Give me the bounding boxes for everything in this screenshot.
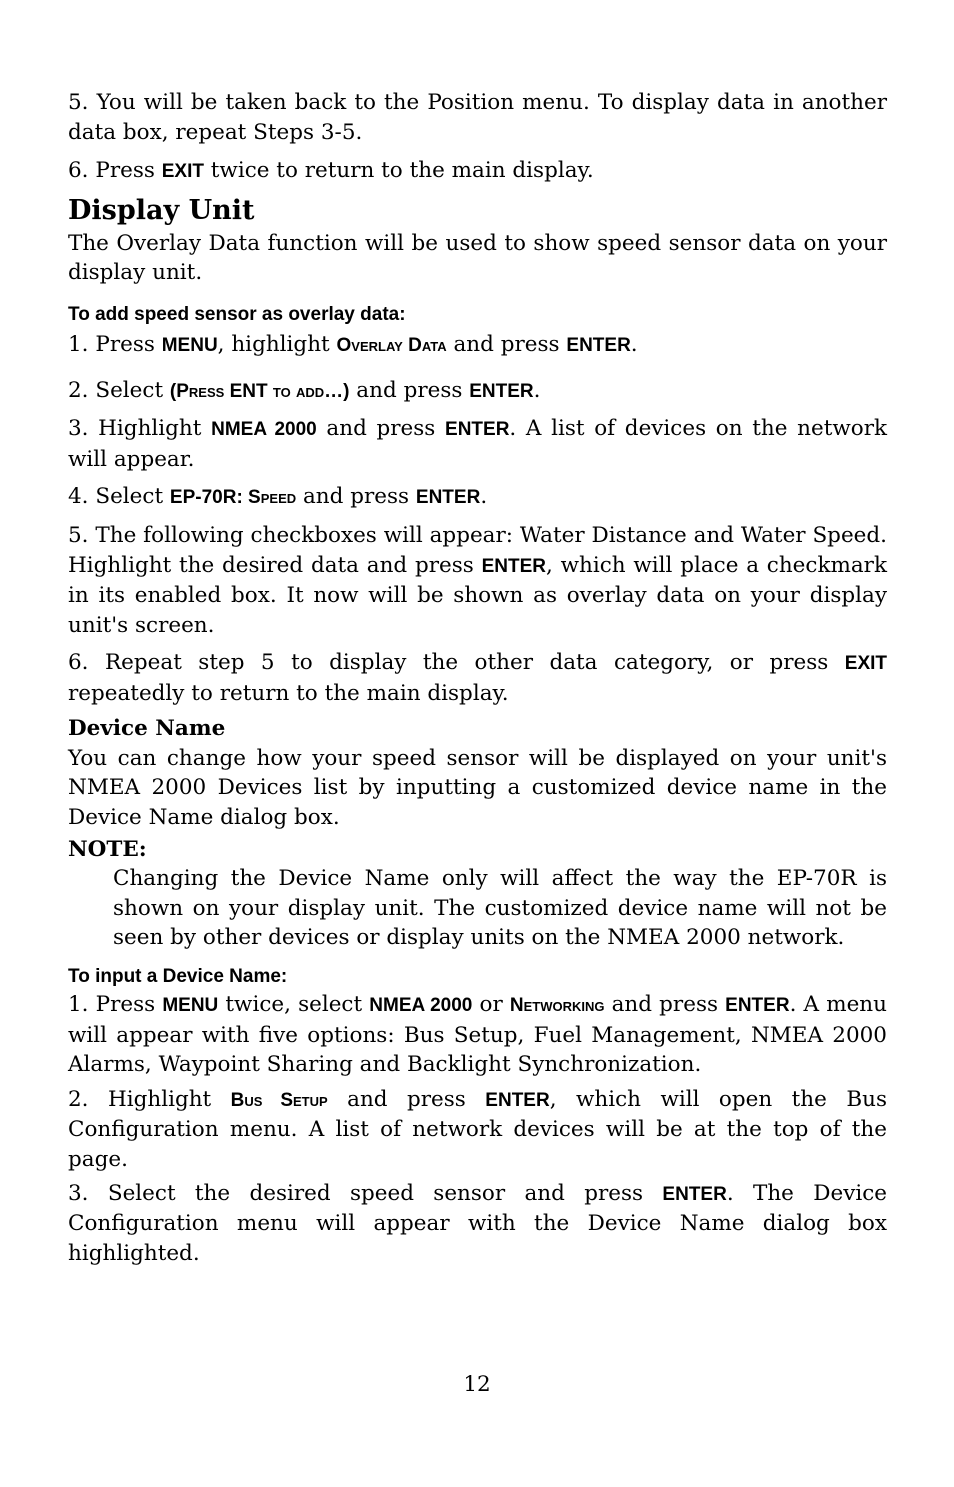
note-block (68, 864, 887, 953)
device-name-heading: Device Name (68, 715, 226, 741)
exit-key: EXIT (844, 653, 887, 675)
menu-key: MENU (162, 995, 219, 1017)
device-name-intro: You can change how your speed sensor will be displayed on your unit's NMEA 2000 Devices list by inputting a customized device name in the Device Name dialog box. (68, 745, 887, 830)
step-6-paragraph: 6. Press EXIT twice to return to the main display. (68, 158, 594, 184)
overlay-step-4: 4. Select EP-70R: Speed and press ENTER. (68, 484, 488, 510)
enter-key: ENTER (566, 334, 631, 356)
overlay-step-2: 2. Select (Press ENT to add…) and press ENTER. (68, 377, 541, 403)
enter-key: ENTER (469, 380, 534, 402)
ep70r-speed-key: EP-70R: Speed (169, 487, 297, 509)
page-number: 12 (463, 1372, 491, 1397)
networking-key: Networking (509, 995, 605, 1017)
overlay-step-1: 1. Press MENU, highlight Overlay Data and press ENTER. (68, 331, 638, 357)
overlay-data-key: Overlay Data (336, 334, 447, 356)
nmea-2000-key: NMEA 2000 (211, 419, 317, 441)
input-device-name-subheading: To input a Device Name: (68, 966, 288, 988)
enter-key: ENTER (481, 555, 546, 577)
menu-key: MENU (161, 334, 218, 356)
overlay-step-6: 6. Repeat step 5 to display the other data category, or press EXIT repeatedly to return to the main display. (68, 650, 887, 706)
overlay-step-5: 5. The following checkboxes will appear: Water Distance and Water Speed. Highlight the desired data and press ENTER, which will place a checkmark in its enabled box. It now will be shown as overlay data on your display unit's screen. (68, 522, 887, 638)
enter-key: ENTER (415, 487, 481, 509)
overlay-step-3: 3. Highlight NMEA 2000 and press ENTER. A list of devices on the network will appear. (68, 416, 887, 472)
enter-key: ENTER (725, 995, 790, 1017)
add-overlay-subheading: To add speed sensor as overlay data: (68, 303, 406, 325)
nmea-2000-key: NMEA 2000 (369, 995, 473, 1017)
note-label: NOTE: (68, 837, 147, 863)
enter-key: ENTER (485, 1089, 550, 1111)
press-ent-key: (Press ENT to add…) (169, 380, 350, 402)
bus-setup-key: Bus Setup (230, 1089, 328, 1111)
exit-key: EXIT (161, 161, 204, 183)
device-step-3: 3. Select the desired speed sensor and press ENTER. The Device Configuration menu will appear with the Device Name dialog box highlighted. (68, 1180, 887, 1266)
device-step-2: 2. Highlight Bus Setup and press ENTER, which will open the Bus Configuration menu. A list of network devices will be at the top of the page. (68, 1086, 887, 1173)
enter-key: ENTER (445, 419, 510, 441)
display-unit-intro: The Overlay Data function will be used to show speed sensor data on your display unit. (68, 230, 887, 286)
note-text: Changing the Device Name only will affect the way the EP-70R is shown on your display unit. The customized device name will not be seen by other devices or display units on the NMEA 2000 network. (113, 866, 887, 951)
enter-key: ENTER (662, 1183, 727, 1205)
device-step-1: 1. Press MENU twice, select NMEA 2000 or Networking and press ENTER. A menu will appear with five options: Bus Setup, Fuel Management, NMEA 2000 Alarms, Waypoint Sharing and Backlight Synchronization. (68, 992, 888, 1078)
display-unit-heading: Display Unit (68, 194, 255, 226)
document-page (68, 88, 887, 1268)
step-5-paragraph: 5. You will be taken back to the Position menu. To display data in another data box, repeat Steps 3-5. (68, 90, 887, 145)
